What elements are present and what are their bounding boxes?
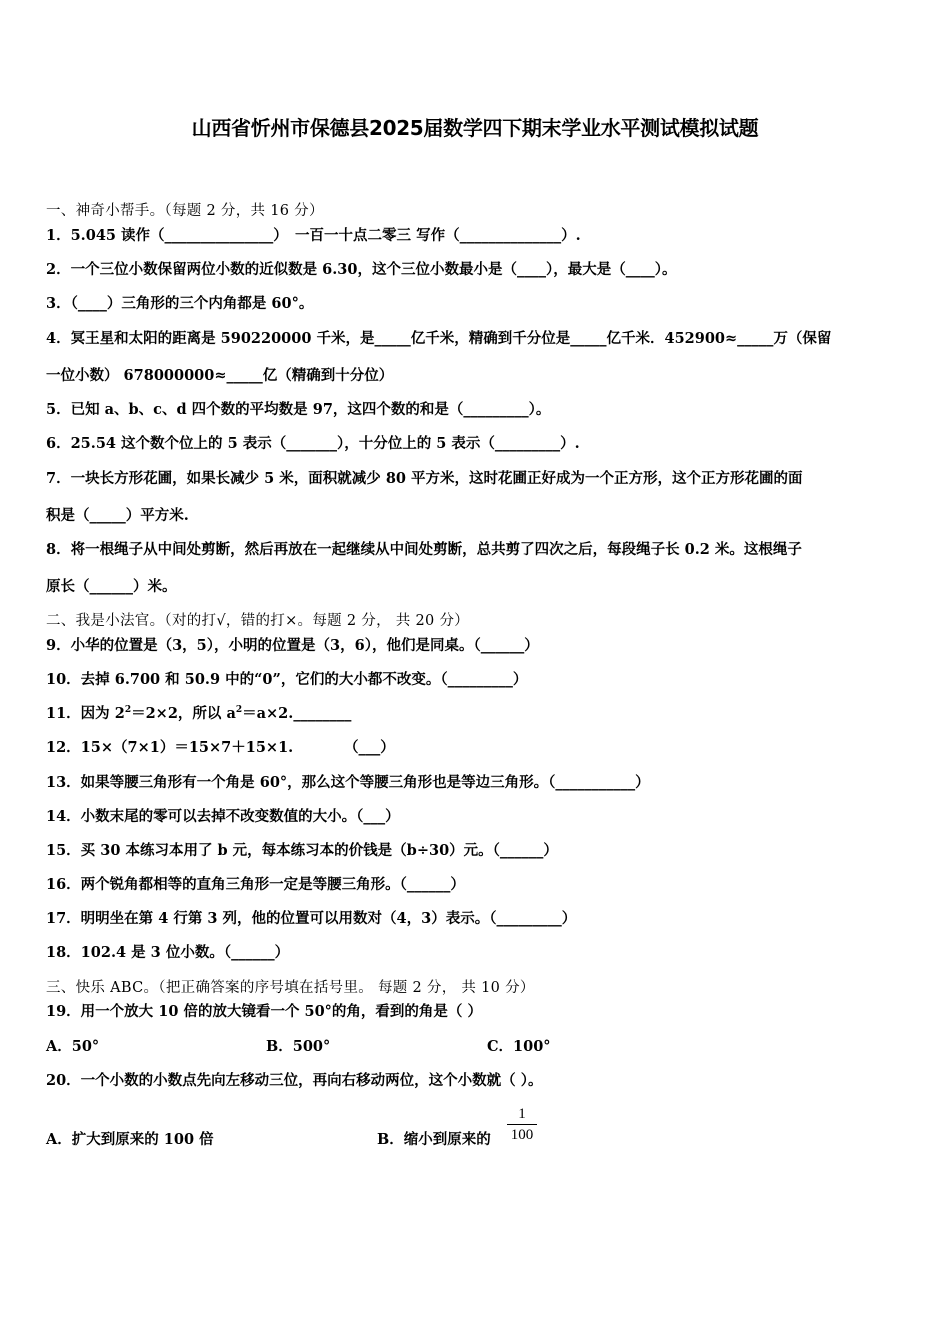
- q11-exponent-1: 2: [124, 705, 132, 716]
- question-13: 13．如果等腰三角形有一个角是 60°，那么这个等腰三角形也是等边三角形。（___________）: [46, 774, 650, 791]
- question-8-line-2: 原长（______）米。: [46, 578, 177, 595]
- question-10: 10．去掉 6.700 和 50.9 中的“0”，它们的大小都不改变。（_________）: [46, 671, 528, 688]
- q19-option-c: C．100°: [487, 1038, 551, 1055]
- section-1-heading: 一、神奇小帮手。（每题 2 分，共 16 分）: [46, 203, 324, 219]
- page-title: 山西省忻州市保德县2025届数学四下期末学业水平测试模拟试题: [191, 116, 759, 140]
- question-2: 2．一个三位小数保留两位小数的近似数是 6.30，这个三位小数最小是（____），最大是（____）。: [46, 261, 677, 278]
- question-4-line-2: 一位小数） 678000000≈_____亿（精确到十分位）: [46, 367, 394, 384]
- question-11: [46, 704, 351, 724]
- question-1: 1．5.045 读作（_______________） 一百一十点二零三 写作（______________）.: [46, 227, 581, 244]
- section-3-heading: 三、快乐 ABC。（把正确答案的序号填在括号里。 每题 2 分， 共 10 分）: [46, 980, 535, 996]
- q11-part-a: 11．因为 2: [46, 705, 125, 722]
- question-15: 15．买 30 本练习本用了 b 元，每本练习本的价钱是（b÷30）元。（______）: [46, 842, 558, 859]
- q20-option-a: A．扩大到原来的 100 倍: [46, 1131, 214, 1148]
- question-6: 6．25.54 这个数个位上的 5 表示（_______），十分位上的 5 表示（_________）.: [46, 435, 580, 452]
- q19-option-a: A．50°: [46, 1038, 100, 1055]
- q20-option-b: B．缩小到原来的: [377, 1131, 491, 1148]
- question-17: 17．明明坐在第 4 行第 3 列，他的位置可以用数对（4，3）表示。（_________）: [46, 910, 577, 927]
- q19-option-b: B．500°: [266, 1038, 331, 1055]
- question-4-line-1: 4．冥王星和太阳的距离是 590220000 千米，是_____亿千米，精确到千分位是_____亿千米．452900≈_____万（保留: [46, 330, 832, 347]
- question-12: 12．15×（7×1）＝15×7＋15×1. （___）: [46, 739, 395, 756]
- question-5: 5．已知 a、b、c、d 四个数的平均数是 97，这四个数的和是（_________）。: [46, 401, 551, 418]
- fraction-denominator: 100: [510, 1127, 534, 1143]
- question-7-line-2: 积是（_____）平方米.: [46, 507, 189, 524]
- section-2-heading: 二、我是小法官。（对的打√，错的打×。每题 2 分， 共 20 分）: [46, 613, 470, 629]
- q11-part-b: ＝2×2，所以 a: [131, 705, 236, 722]
- question-16: 16．两个锐角都相等的直角三角形一定是等腰三角形。（______）: [46, 876, 465, 893]
- fraction-numerator: 1: [518, 1106, 526, 1122]
- question-19: 19．用一个放大 10 倍的放大镜看一个 50°的角，看到的角是（ ）: [46, 1003, 482, 1020]
- q11-exponent-2: 2: [235, 705, 243, 716]
- q11-part-c: ＝a×2.________: [242, 705, 352, 722]
- question-3: 3．（____）三角形的三个内角都是 60°。: [46, 295, 314, 312]
- q20-fraction: [506, 1104, 538, 1145]
- question-8-line-1: 8．将一根绳子从中间处剪断，然后再放在一起继续从中间处剪断，总共剪了四次之后，每段绳子长 0.2 米。这根绳子: [46, 541, 802, 558]
- question-9: 9．小华的位置是（3，5），小明的位置是（3，6），他们是同桌。（______）: [46, 637, 539, 654]
- question-20: 20．一个小数的小数点先向左移动三位，再向右移动两位，这个小数就（ ）。: [46, 1072, 543, 1089]
- question-18: 18．102.4 是 3 位小数。（______）: [46, 944, 290, 961]
- question-7-line-1: 7．一块长方形花圃，如果长减少 5 米，面积就减少 80 平方米，这时花圃正好成为一个正方形，这个正方形花圃的面: [46, 470, 803, 487]
- question-14: 14．小数末尾的零可以去掉不改变数值的大小。（___）: [46, 808, 400, 825]
